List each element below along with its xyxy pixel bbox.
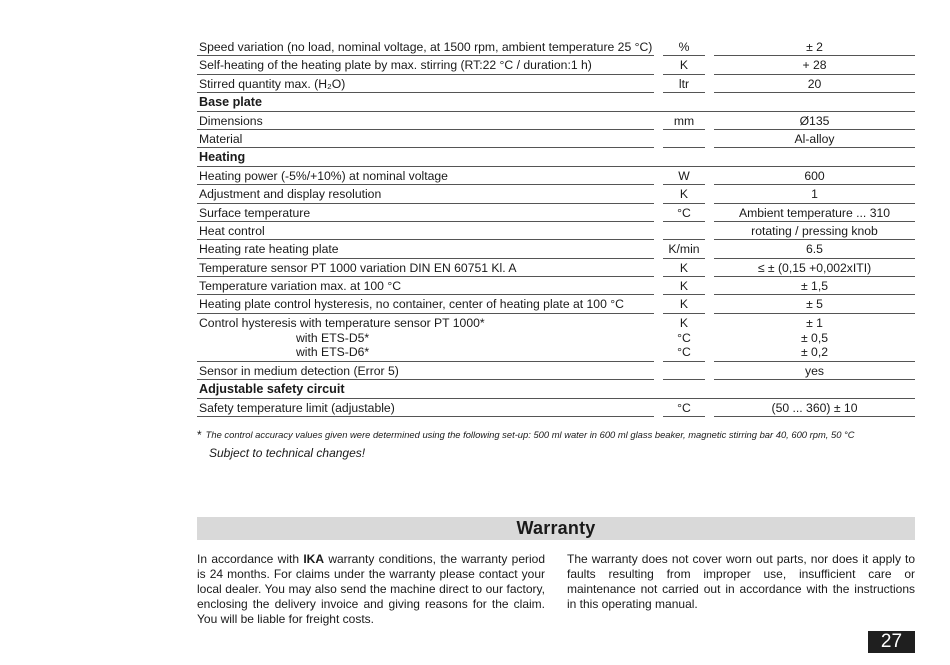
subject-to-change-note: Subject to technical changes! <box>209 446 366 460</box>
parameter-cell: Sensor in medium detection (Error 5) <box>199 363 399 378</box>
unit-cell: K/min <box>668 242 700 257</box>
unit-cell: ltr <box>678 76 690 91</box>
warranty-heading-bar <box>197 517 915 540</box>
warranty-left-text-start: In accordance with <box>197 552 304 566</box>
unit-cell: W <box>678 168 690 183</box>
rule-line <box>714 416 915 417</box>
value-cell: ± 5 <box>806 297 823 312</box>
spec-row <box>197 240 915 258</box>
spec-row-multiline <box>197 314 915 362</box>
spec-row <box>197 259 915 277</box>
value-cell: ± 1,5 <box>800 279 829 294</box>
section-heading <box>197 380 915 398</box>
spec-row <box>197 222 915 240</box>
rule-line <box>197 416 654 417</box>
value-cell: Ambient temperature ... 310 <box>738 205 891 220</box>
warranty-left-text-rest: warranty conditions, the warranty period is 24 months. For claims under the warranty please contact your local dealer. You may also send the machine direct to our factory, enclosing the delivery invoice and giving reasons for the claim. You will be liable for freight costs. <box>197 552 545 626</box>
unit-cell: K <box>679 187 689 202</box>
parameter-cell: Heating rate heating plate <box>199 242 339 257</box>
rule-line <box>663 416 705 417</box>
spec-row <box>197 362 915 380</box>
value-cell: 1 <box>811 187 818 202</box>
spec-row <box>197 112 915 130</box>
specification-table <box>197 38 915 417</box>
unit-cell: K <box>679 260 689 275</box>
spec-row <box>197 277 915 295</box>
value-line: ± 0,2 <box>800 345 829 360</box>
unit-line: K <box>679 315 689 330</box>
spec-row <box>197 399 915 417</box>
section-heading <box>197 93 915 111</box>
unit-cell <box>663 316 705 360</box>
warranty-right-paragraph: The warranty does not cover worn out parts, nor does it apply to faults resulting from improper use, insufficient care or maintenance not carried out in accordance with the instructions in this operating manual. <box>567 552 915 611</box>
parameter-cell: Self-heating of the heating plate by max. stirring (RT:22 °C / duration:1 h) <box>199 58 592 73</box>
parameter-cell: Heating plate control hysteresis, no container, center of heating plate at 100 °C <box>199 297 624 312</box>
parameter-cell: Heating power (-5%/+10%) at nominal voltage <box>199 168 448 183</box>
value-cell: 600 <box>804 168 825 183</box>
unit-line: °C <box>677 330 691 345</box>
spec-row <box>197 38 915 56</box>
value-cell: Ø135 <box>799 113 830 128</box>
parameter-cell: Adjustment and display resolution <box>199 187 382 202</box>
value-cell: ± 2 <box>806 40 823 54</box>
parameter-cell: Speed variation (no load, nominal voltage, at 1500 rpm, ambient temperature 25 °C) <box>199 40 653 54</box>
spec-row <box>197 167 915 185</box>
section-title: Heating <box>199 150 246 165</box>
value-cell: Al-alloy <box>794 131 835 146</box>
value-cell: (50 ... 360) ± 10 <box>771 400 858 415</box>
value-cell: 6.5 <box>806 242 823 257</box>
unit-cell: K <box>679 58 689 73</box>
parameter-cell: Material <box>199 131 243 146</box>
parameter-line: with ETS-D5* <box>296 330 370 345</box>
unit-cell: °C <box>677 205 691 220</box>
parameter-cell: Heat control <box>199 223 265 238</box>
parameter-cell <box>199 316 485 360</box>
warranty-title: Warranty <box>516 518 596 538</box>
footnote-text: The control accuracy values given were determined using the following set-up: 500 ml water in 600 ml glass beaker, magnetic stirring bar 40, 600 rpm, 50 °C <box>205 429 855 440</box>
section-heading <box>197 148 915 166</box>
spec-row <box>197 204 915 222</box>
footnote-marker: * <box>197 428 202 442</box>
spec-row <box>197 75 915 93</box>
spec-row <box>197 130 915 148</box>
parameter-cell: Dimensions <box>199 113 263 128</box>
unit-cell: K <box>679 297 689 312</box>
value-cell: + 28 <box>802 58 827 73</box>
section-title: Base plate <box>199 95 262 110</box>
value-cell: rotating / pressing knob <box>751 223 878 238</box>
page-number: 27 <box>868 631 915 653</box>
unit-cell: K <box>679 279 689 294</box>
parameter-line: with ETS-D6* <box>296 345 370 360</box>
parameter-cell: Surface temperature <box>199 205 311 220</box>
unit-cell: °C <box>677 400 691 415</box>
parameter-cell: Stirred quantity max. (H₂O) <box>199 76 346 91</box>
brand-name: IKA <box>303 552 324 566</box>
parameter-cell: Safety temperature limit (adjustable) <box>199 400 395 415</box>
unit-cell: mm <box>673 113 695 128</box>
section-title: Adjustable safety circuit <box>199 382 345 397</box>
value-line: ± 1 <box>806 315 823 330</box>
warranty-left-paragraph <box>197 552 545 627</box>
parameter-line: Control hysteresis with temperature sensor PT 1000* <box>199 315 485 330</box>
unit-line: °C <box>677 345 691 360</box>
spec-row <box>197 185 915 203</box>
value-line: ± 0,5 <box>800 330 829 345</box>
value-cell: yes <box>805 363 824 378</box>
unit-cell: % <box>678 40 690 54</box>
footnote <box>197 427 937 441</box>
value-cell: 20 <box>807 76 822 91</box>
value-cell: ≤ ± (0,15 +0,002xITI) <box>757 260 872 275</box>
spec-row <box>197 56 915 74</box>
parameter-cell: Temperature variation max. at 100 °C <box>199 279 401 294</box>
parameter-cell: Temperature sensor PT 1000 variation DIN EN 60751 Kl. A <box>199 260 517 275</box>
spec-row <box>197 295 915 313</box>
value-cell <box>714 316 915 360</box>
